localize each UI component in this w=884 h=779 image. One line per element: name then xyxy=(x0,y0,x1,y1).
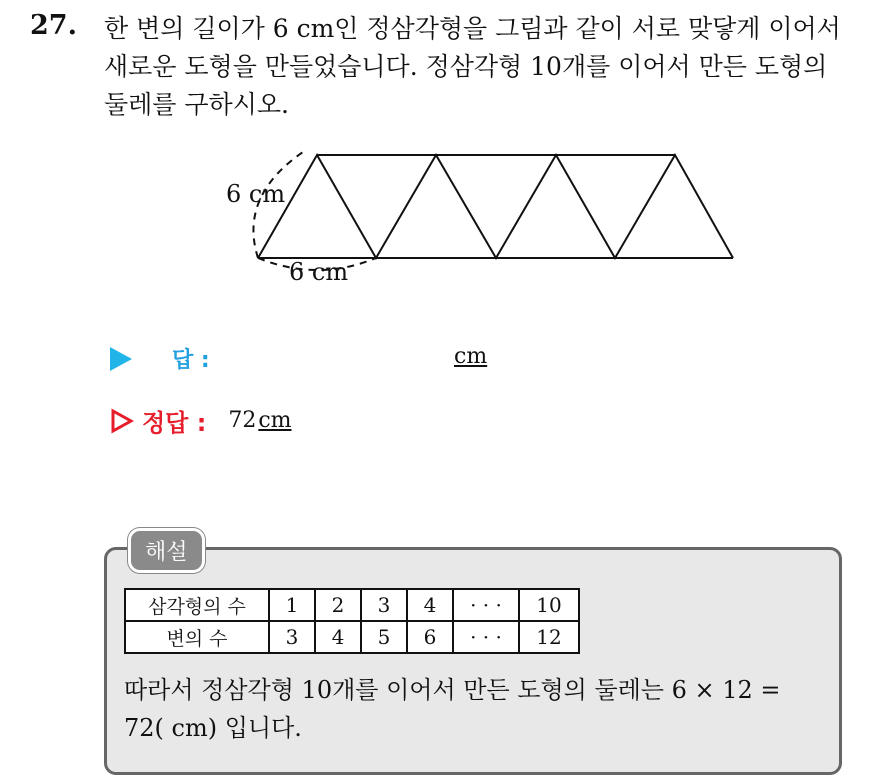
table-cell: · · · xyxy=(453,621,519,653)
answer-row xyxy=(110,343,210,374)
table-cell: 5 xyxy=(361,621,407,653)
correct-answer-label: 정답 : xyxy=(142,409,207,437)
table-row xyxy=(125,589,579,621)
zigzag-edges xyxy=(258,155,733,258)
explanation-line-1: 따라서 정삼각형 10개를 이어서 만든 도형의 둘레는 6 × 12 = xyxy=(124,676,781,704)
table-row-header: 삼각형의 수 xyxy=(125,589,269,621)
outline-arrow-icon xyxy=(110,408,134,434)
answer-blank-unit: cm xyxy=(454,344,488,369)
table-cell: 10 xyxy=(519,589,579,621)
table-cell: 4 xyxy=(407,589,453,621)
base-length-label: 6 cm xyxy=(289,258,349,286)
table-cell: · · · xyxy=(453,589,519,621)
table-cell: 3 xyxy=(361,589,407,621)
explanation-line-2: 72( cm) 입니다. xyxy=(124,714,302,742)
slant-length-label: 6 cm xyxy=(226,180,286,208)
table-row-header: 변의 수 xyxy=(125,621,269,653)
table-row xyxy=(125,621,579,653)
table-cell: 4 xyxy=(315,621,361,653)
answer-label: 답 : xyxy=(172,348,210,373)
question-line-2: 새로운 도형을 만들었습니다. 정삼각형 10개를 이어서 만든 도형의 xyxy=(104,52,828,81)
question-line-1: 한 변의 길이가 6 cm인 정삼각형을 그림과 같이 서로 맞닿게 이어서 xyxy=(104,14,841,43)
correct-answer-row xyxy=(110,403,292,438)
table-cell: 1 xyxy=(269,589,315,621)
explanation-tag: 해설 xyxy=(128,528,205,573)
play-arrow-icon xyxy=(110,347,132,371)
table-cell: 12 xyxy=(519,621,579,653)
table-cell: 3 xyxy=(269,621,315,653)
table-cell: 2 xyxy=(315,589,361,621)
triangle-strip xyxy=(258,155,733,258)
question-line-3: 둘레를 구하시오. xyxy=(104,90,289,119)
correct-answer-value: 72 xyxy=(228,408,257,433)
triangle-strip-figure xyxy=(0,0,884,320)
table-cell: 6 xyxy=(407,621,453,653)
correct-answer-unit: cm xyxy=(258,408,292,433)
explanation-table xyxy=(124,588,580,654)
question-number: 27. xyxy=(30,10,77,41)
